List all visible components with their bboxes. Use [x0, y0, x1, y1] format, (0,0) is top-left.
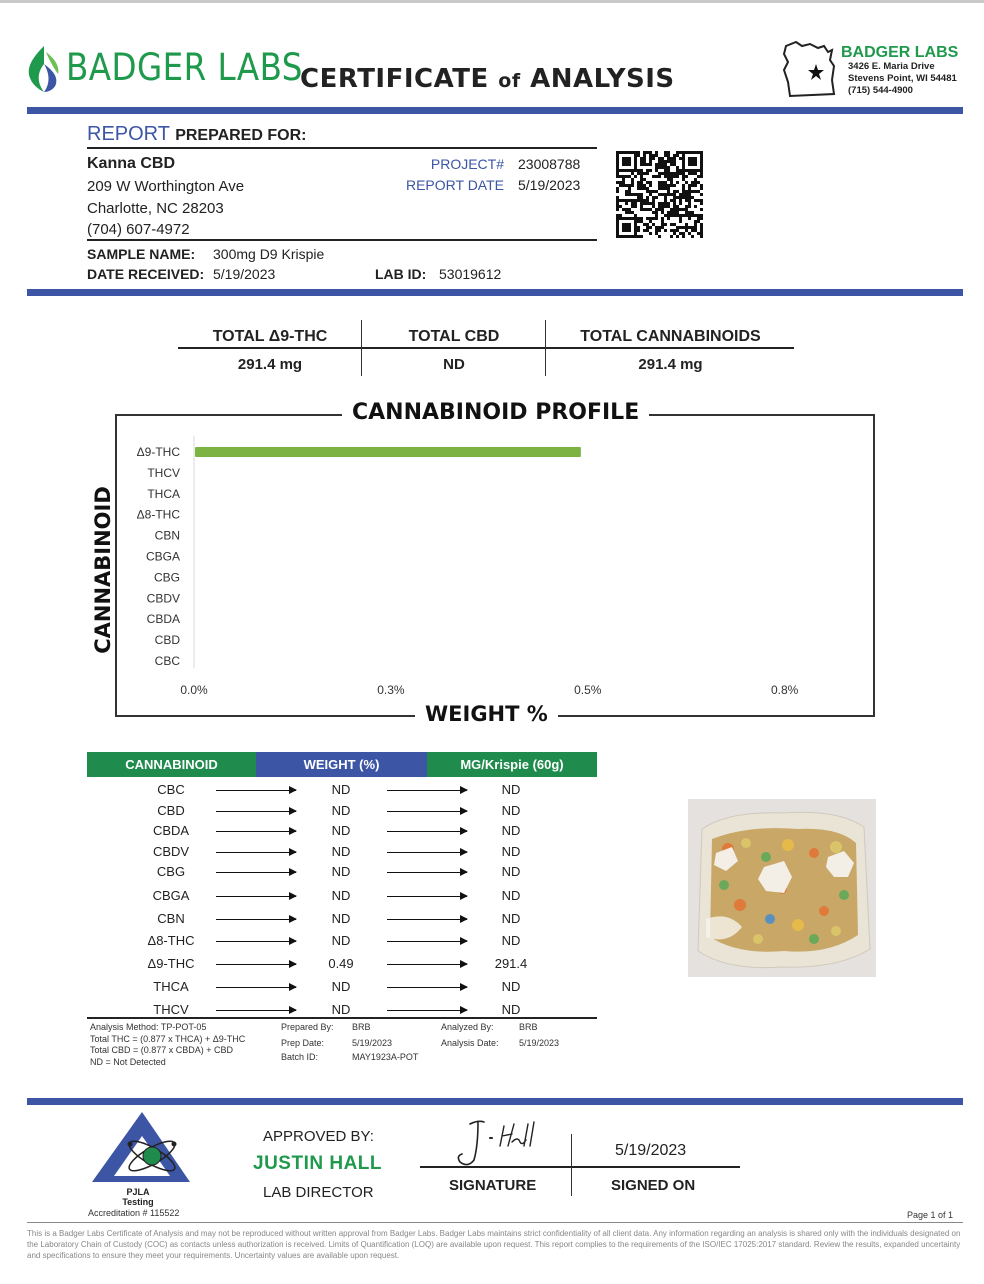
disclaimer-rule — [27, 1222, 963, 1223]
total-thc-formula: Total THC = (0.877 x THCA) + Δ9-THC — [90, 1034, 246, 1044]
client-phone: (704) 607-4972 — [87, 221, 190, 238]
approved-by-label: APPROVED BY: — [263, 1128, 374, 1145]
page-number: Page 1 of 1 — [907, 1210, 954, 1220]
accreditation-number: Accreditation # 115522 — [88, 1208, 180, 1218]
chart-category-label: Δ8-THC — [136, 507, 180, 522]
sample-name-value: 300mg D9 Krispie — [213, 246, 325, 262]
row-arrow-icon — [216, 1010, 296, 1011]
row-arrow-icon — [387, 987, 467, 988]
chart-category-label: Δ9-THC — [136, 445, 180, 459]
chart-bar — [195, 447, 581, 457]
row-arrow-icon — [216, 987, 296, 988]
sample-photo — [688, 799, 876, 977]
total-d9-thc-label: TOTAL Δ9-THC — [212, 328, 328, 345]
project-label: PROJECT# — [430, 156, 504, 172]
chart-x-tick-label: 0.3% — [377, 683, 405, 697]
totals-divider — [361, 320, 362, 376]
row-arrow-icon — [216, 941, 296, 942]
row-arrow-icon — [387, 896, 467, 897]
row-mg-value: ND — [501, 823, 521, 838]
analysis-date-value: 5/19/2023 — [519, 1038, 560, 1048]
row-arrow-icon — [216, 852, 296, 853]
row-arrow-icon — [216, 896, 296, 897]
signed-on-label: SIGNED ON — [611, 1177, 696, 1194]
row-arrow-icon — [216, 790, 296, 791]
nd-legend: ND = Not Detected — [90, 1057, 166, 1067]
row-weight-value: ND — [331, 782, 351, 797]
col-header-cannabinoid: CANNABINOID — [87, 752, 256, 777]
table-rule — [87, 1017, 597, 1019]
report-date-value: 5/19/2023 — [518, 177, 581, 193]
badger-labs-leaf-logo — [24, 44, 64, 94]
chart-x-tick-label: 0.8% — [770, 683, 799, 697]
row-cannabinoid-name: CBC — [157, 782, 185, 797]
col-header-mg: MG/Krispie (60g) — [427, 752, 597, 777]
row-mg-value: ND — [501, 933, 521, 948]
analysis-method: Analysis Method: TP-POT-05 — [90, 1022, 207, 1032]
row-mg-value: ND — [501, 782, 521, 797]
row-arrow-icon — [387, 964, 467, 965]
total-cbd-value: ND — [443, 356, 465, 373]
row-cannabinoid-name: CBDA — [152, 823, 190, 838]
row-cannabinoid-name: CBG — [156, 864, 186, 879]
batch-id-label: Batch ID: — [281, 1052, 319, 1062]
pjla-logo — [90, 1110, 192, 1186]
row-weight-value: ND — [331, 911, 351, 926]
chart-category-label: THCA — [147, 486, 180, 501]
row-arrow-icon — [216, 964, 296, 965]
brand-name: BADGER LABS — [66, 46, 303, 89]
client-rule — [87, 239, 597, 241]
row-weight-value: ND — [331, 844, 351, 859]
row-weight-value: ND — [331, 979, 351, 994]
chart-x-tick-label: 0.5% — [574, 683, 602, 697]
lab-id-value: 53019612 — [439, 266, 502, 282]
col-header-weight: WEIGHT (%) — [256, 752, 427, 777]
approver-title: LAB DIRECTOR — [263, 1184, 374, 1201]
signature-label: SIGNATURE — [449, 1177, 537, 1194]
report-date-label: REPORT DATE — [405, 177, 504, 193]
pjla-name: PJLA — [126, 1187, 150, 1197]
chart-x-axis-label: WEIGHT % — [415, 702, 558, 726]
chart-category-label: CBGA — [145, 549, 180, 564]
lab-street: 3426 E. Maria Drive — [848, 61, 935, 72]
row-mg-value: ND — [501, 888, 521, 903]
row-arrow-icon — [387, 872, 467, 873]
disclaimer: This is a Badger Labs Certificate of Analysis and may not be reproduced without written approval from Badger Labs. Badger Labs maintains strict confidentiality of all client data. Any information regarding an analysis is shared only with the individuals designated on the Laboratory Chain of Custody (COC) as contacts unless authorization is received. Limits of Quantification (LOQ) are available upon request. This report complies to the requirements of the ISO/IEC 17025:2017 standard. Review the results, expanded uncertainty and specifications to ensure they meet your requirements. Uncertainty values are available upon request. — [27, 1229, 961, 1260]
batch-id-value: MAY1923A-POT — [352, 1052, 419, 1062]
cannabinoid-profile-chart — [117, 430, 873, 702]
row-arrow-icon — [387, 1010, 467, 1011]
document-title: CERTIFICATE of ANALYSIS — [300, 64, 675, 94]
row-weight-value: 0.49 — [328, 956, 354, 971]
row-arrow-icon — [387, 811, 467, 812]
row-cannabinoid-name: CBGA — [152, 888, 190, 903]
project-value: 23008788 — [518, 156, 581, 172]
prepared-by-label: Prepared By: — [281, 1022, 334, 1032]
row-weight-value: ND — [331, 864, 351, 879]
row-arrow-icon — [216, 811, 296, 812]
analysis-date-label: Analysis Date: — [441, 1038, 499, 1048]
analyzed-by-label: Analyzed By: — [441, 1022, 494, 1032]
signature-divider — [571, 1134, 572, 1196]
row-arrow-icon — [387, 790, 467, 791]
approver-name: JUSTIN HALL — [253, 1153, 382, 1174]
row-mg-value: ND — [501, 979, 521, 994]
row-cannabinoid-name: THCV — [153, 1002, 189, 1017]
row-arrow-icon — [216, 831, 296, 832]
client-city: Charlotte, NC 28203 — [87, 200, 224, 217]
row-weight-value: ND — [331, 823, 351, 838]
client-street: 209 W Worthington Ave — [87, 178, 245, 195]
row-weight-value: ND — [331, 1002, 351, 1017]
total-cbd-label: TOTAL CBD — [408, 328, 500, 345]
director-signature — [448, 1116, 552, 1170]
report-heading: REPORT PREPARED FOR: — [87, 123, 307, 145]
row-arrow-icon — [216, 872, 296, 873]
total-cannabinoids-label: TOTAL CANNABINOIDS — [580, 328, 761, 345]
row-arrow-icon — [387, 852, 467, 853]
row-arrow-icon — [387, 831, 467, 832]
chart-x-tick-label: 0.0% — [180, 683, 208, 697]
prepared-by-value: BRB — [352, 1022, 371, 1032]
row-cannabinoid-name: Δ8-THC — [147, 933, 195, 948]
total-d9-thc-value: 291.4 mg — [237, 356, 303, 373]
lab-city: Stevens Point, WI 54481 — [848, 73, 957, 84]
row-mg-value: ND — [501, 844, 521, 859]
row-arrow-icon — [387, 919, 467, 920]
chart-category-label: CBN — [154, 528, 180, 543]
total-cannabinoids-value: 291.4 mg — [638, 356, 703, 373]
prep-date-label: Prep Date: — [281, 1038, 325, 1048]
row-weight-value: ND — [331, 933, 351, 948]
row-mg-value: ND — [501, 803, 521, 818]
chart-category-label: CBDV — [146, 591, 180, 606]
date-received-label: DATE RECEIVED: — [87, 266, 205, 282]
prep-date-value: 5/19/2023 — [352, 1038, 393, 1048]
analyzed-by-value: BRB — [519, 1022, 538, 1032]
wisconsin-map-icon — [780, 36, 840, 100]
chart-category-label: CBDA — [146, 612, 180, 627]
chart-category-label: CBG — [153, 570, 180, 585]
row-mg-value: ND — [501, 1002, 521, 1017]
lab-name: BADGER LABS — [841, 44, 959, 61]
lab-id-label: LAB ID: — [375, 266, 427, 282]
signed-on-value: 5/19/2023 — [615, 1142, 687, 1159]
chart-category-label: CBD — [154, 633, 180, 648]
row-cannabinoid-name: THCA — [153, 979, 189, 994]
row-weight-value: ND — [331, 888, 351, 903]
row-cannabinoid-name: CBDV — [152, 844, 190, 859]
row-mg-value: ND — [501, 911, 521, 926]
row-cannabinoid-name: CBN — [157, 911, 185, 926]
totals-divider — [545, 320, 546, 376]
chart-category-label: THCV — [147, 465, 180, 480]
row-weight-value: ND — [331, 803, 351, 818]
sample-name-label: SAMPLE NAME: — [87, 246, 196, 262]
top-border — [0, 0, 984, 3]
signature-rule — [420, 1166, 740, 1168]
qr-code[interactable] — [614, 150, 706, 240]
footer-divider — [27, 1098, 963, 1105]
row-cannabinoid-name: Δ9-THC — [147, 956, 195, 971]
chart-title: CANNABINOID PROFILE — [342, 400, 649, 425]
row-cannabinoid-name: CBD — [157, 803, 185, 818]
row-arrow-icon — [216, 919, 296, 920]
lab-phone: (715) 544-4900 — [848, 85, 913, 96]
row-arrow-icon — [387, 941, 467, 942]
total-cbd-formula: Total CBD = (0.877 x CBDA) + CBD — [90, 1045, 234, 1055]
row-mg-value: 291.4 — [494, 956, 528, 971]
header-divider — [27, 107, 963, 114]
totals-rule — [178, 347, 794, 349]
report-rule — [87, 147, 597, 149]
chart-category-label: CBC — [154, 654, 180, 668]
date-received-value: 5/19/2023 — [213, 266, 276, 282]
pjla-testing: Testing — [122, 1197, 154, 1207]
report-divider — [27, 289, 963, 296]
client-name: Kanna CBD — [87, 155, 176, 172]
row-mg-value: ND — [501, 864, 521, 879]
